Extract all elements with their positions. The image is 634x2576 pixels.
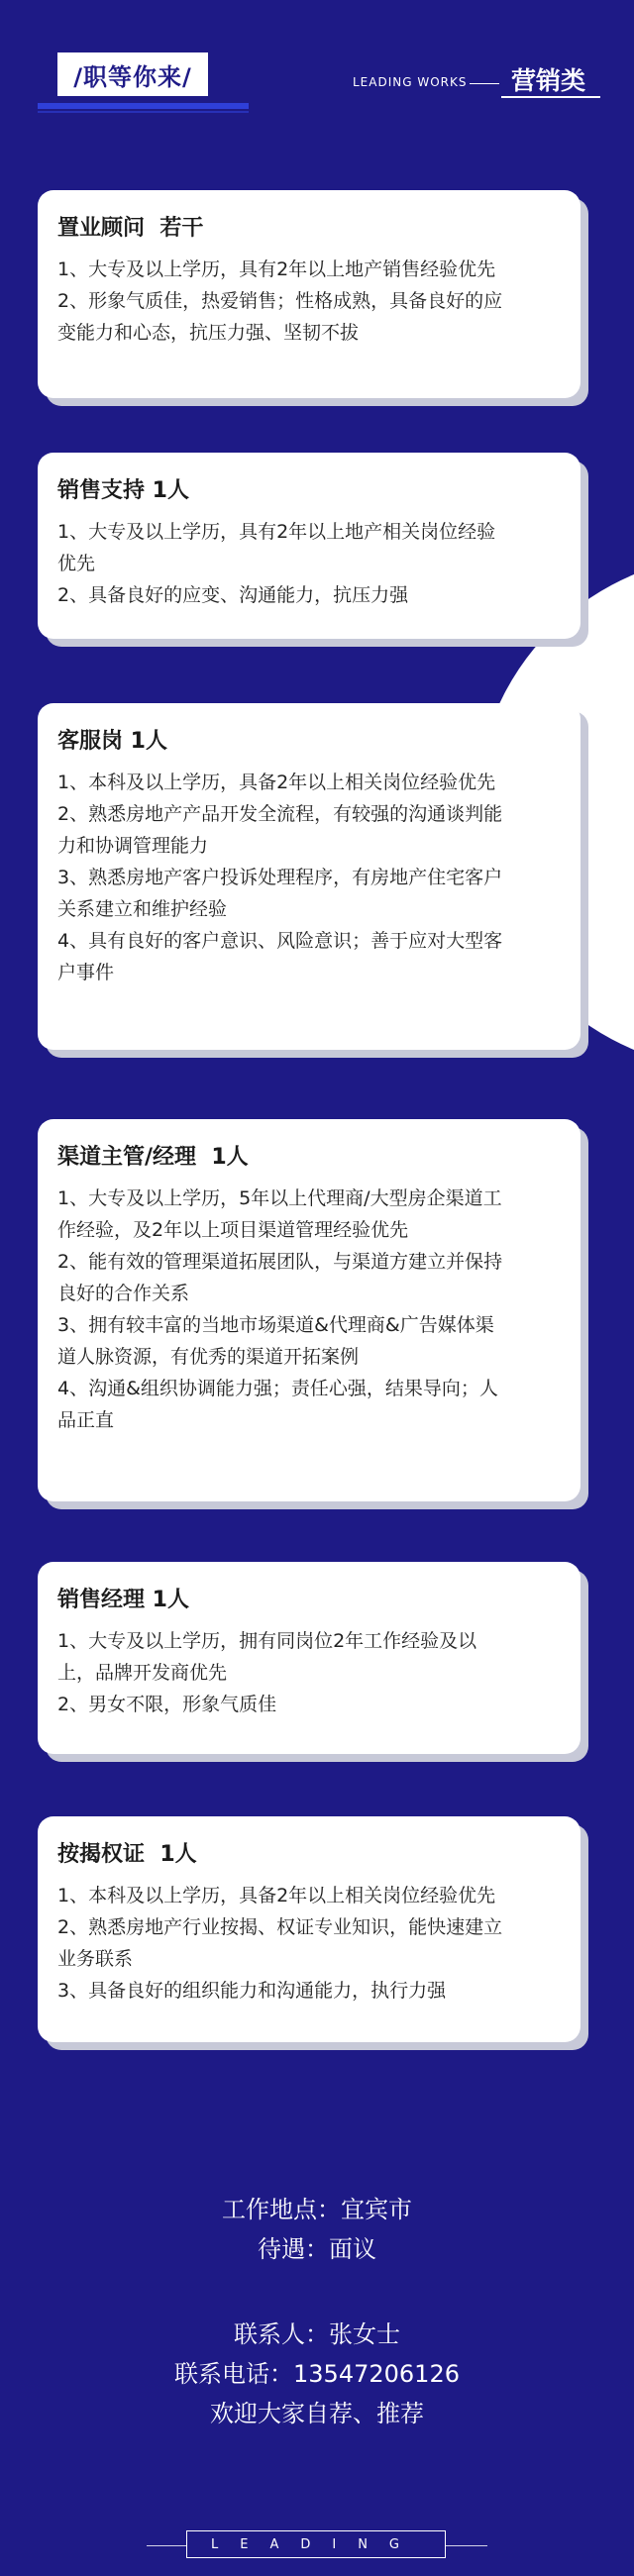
job-requirement: 品正直	[57, 1409, 115, 1431]
job-requirement: 3、具备良好的组织能力和沟通能力，执行力强	[57, 1980, 447, 2002]
job-requirement: 1、大专及以上学历，拥有同岗位2年工作经验及以	[57, 1630, 477, 1652]
contact-person: 联系人：张女士	[234, 2320, 400, 2348]
job-card-sales-support	[38, 453, 581, 639]
job-requirement: 作经验，及2年以上项目渠道管理经验优先	[57, 1219, 409, 1241]
job-requirement: 2、熟悉房地产产品开发全流程，有较强的沟通谈判能	[57, 803, 503, 825]
job-card-mortgage-title	[38, 1816, 581, 2042]
job-requirement: 3、拥有较丰富的当地市场渠道&代理商&广告媒体渠	[57, 1314, 494, 1336]
contact-phone: 联系电话：13547206126	[174, 2360, 460, 2388]
job-title: 置业顾问 若干	[57, 216, 204, 241]
job-requirement: 1、大专及以上学历，5年以上代理商/大型房企渠道工	[57, 1187, 502, 1209]
job-requirement: 2、能有效的管理渠道拓展团队，与渠道方建立并保持	[57, 1251, 503, 1273]
job-requirement: 4、具有良好的客户意识、风险意识；善于应对大型客	[57, 930, 503, 952]
job-requirement: 关系建立和维护经验	[57, 898, 228, 920]
category-title: 营销类	[511, 66, 586, 95]
job-card-sales-manager	[38, 1562, 581, 1754]
category-underline	[501, 96, 600, 98]
category-divider	[470, 83, 499, 84]
job-title: 渠道主管/经理 1人	[57, 1145, 249, 1170]
job-requirement: 户事件	[57, 962, 115, 983]
welcome-message: 欢迎大家自荐、推荐	[210, 2400, 424, 2427]
job-requirement: 良好的合作关系	[57, 1283, 190, 1304]
job-requirement: 2、熟悉房地产行业按揭、权证专业知识，能快速建立	[57, 1916, 503, 1938]
tag-underline-thin	[38, 111, 249, 113]
job-requirement: 力和协调管理能力	[57, 835, 209, 857]
job-requirement: 2、具备良好的应变、沟通能力，抗压力强	[57, 584, 409, 606]
footer-line-right	[446, 2545, 487, 2546]
salary: 待遇：面议	[258, 2235, 376, 2263]
job-requirement: 业务联系	[57, 1948, 134, 1970]
job-requirement: 上，品牌开发商优先	[57, 1662, 228, 1684]
job-requirement: 2、形象气质佳，热爱销售；性格成熟，具备良好的应	[57, 290, 503, 312]
header-tag: /职等你来/	[57, 52, 208, 96]
leading-works-label: LEADING WORKS	[353, 75, 468, 89]
job-requirement: 2、男女不限，形象气质佳	[57, 1694, 277, 1715]
job-requirement: 3、熟悉房地产客户投诉处理程序，有房地产住宅客户	[57, 867, 503, 888]
job-requirement: 1、大专及以上学历，具有2年以上地产相关岗位经验	[57, 521, 496, 543]
job-requirement: 变能力和心态，抗压力强、坚韧不拔	[57, 322, 360, 344]
job-requirement: 4、沟通&组织协调能力强；责任心强，结果导向；人	[57, 1378, 498, 1399]
job-requirement: 优先	[57, 553, 96, 574]
job-requirement: 1、本科及以上学历，具备2年以上相关岗位经验优先	[57, 772, 496, 793]
job-title: 销售经理 1人	[57, 1588, 189, 1612]
work-location: 工作地点：宜宾市	[222, 2196, 412, 2223]
job-requirement: 道人脉资源，有优秀的渠道开拓案例	[57, 1346, 360, 1368]
job-title: 销售支持 1人	[57, 478, 189, 503]
job-title: 按揭权证 1人	[57, 1842, 197, 1867]
footer-line-left	[147, 2545, 186, 2546]
job-card-customer-service	[38, 703, 581, 1050]
job-card-channel-manager	[38, 1119, 581, 1501]
footer-brand: LEADING	[186, 2530, 446, 2558]
job-requirement: 1、大专及以上学历，具有2年以上地产销售经验优先	[57, 258, 496, 280]
job-requirement: 1、本科及以上学历，具备2年以上相关岗位经验优先	[57, 1885, 496, 1906]
job-card-sales-consultant	[38, 190, 581, 398]
tag-underline	[38, 103, 249, 109]
job-title: 客服岗 1人	[57, 729, 167, 754]
